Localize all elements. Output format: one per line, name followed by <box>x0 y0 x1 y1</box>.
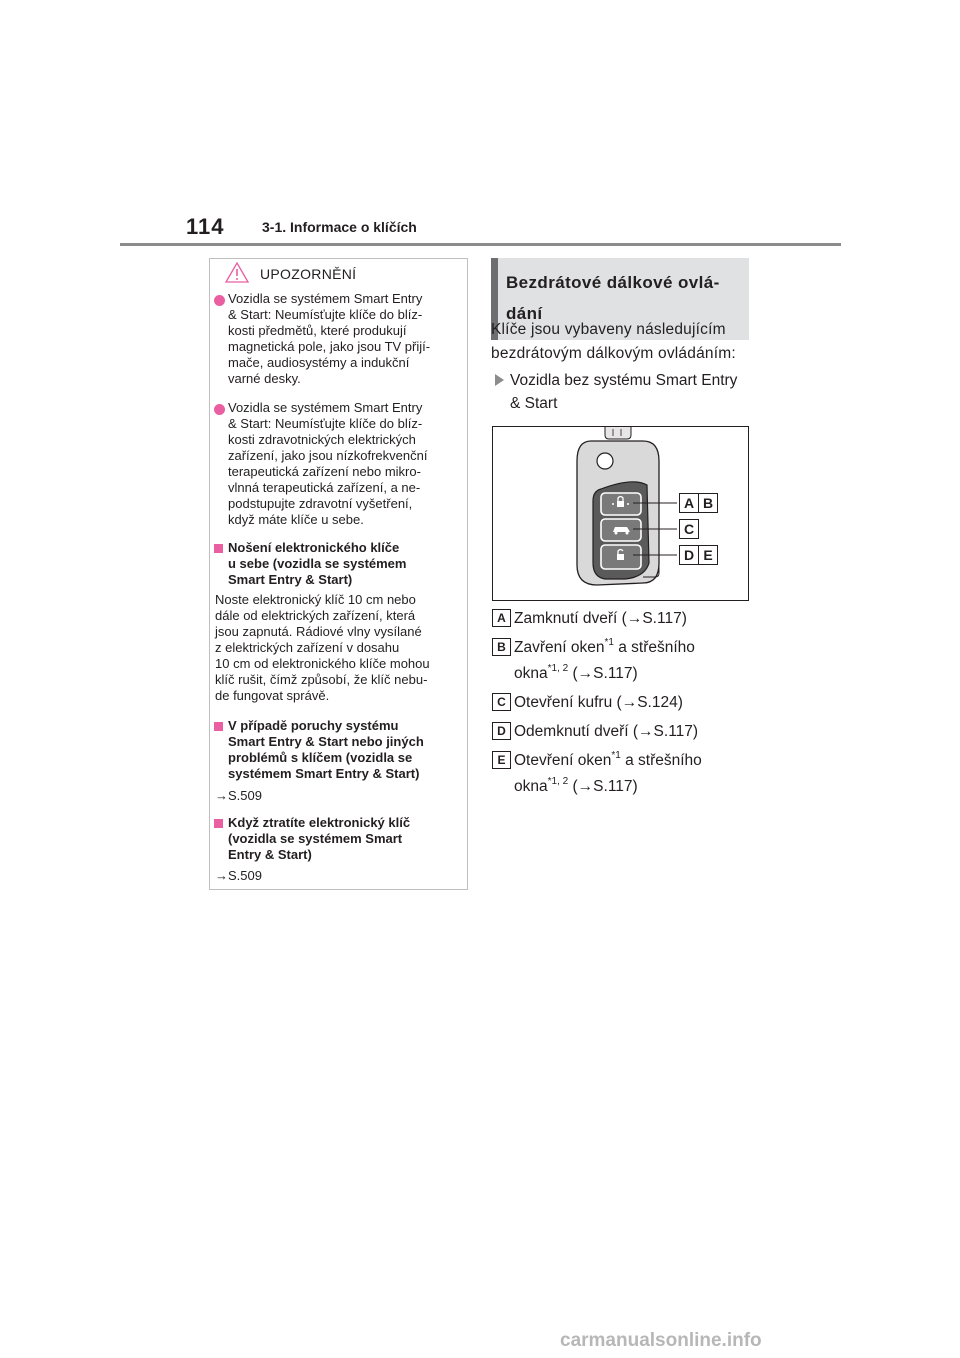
caution-heading-carrying-key: Nošení elektronického klíče u sebe (vozidla se systémem Smart Entry & Start) <box>228 540 407 587</box>
caution-bullet-2: Vozidla se systémem Smart Entry & Start: Neumísťujte klíče do blíz- kosti zdravotnických elektrických zařízení, jako jsou nízkofrekvenční terapeutická zařízení nebo mikro- vlnná terapeutická zařízení, a ne- podstupujte zdravotní vyšetření, když máte klíče u sebe. <box>228 400 428 527</box>
page-number: 114 <box>186 214 225 239</box>
legend-letter: D <box>492 722 511 740</box>
page-reference-link[interactable]: →S.509 <box>215 788 262 803</box>
figure-label-a: A <box>679 493 699 513</box>
bullet-square-icon <box>214 544 223 553</box>
figure-label-c: C <box>679 519 699 539</box>
intro-text: Klíče jsou vybaveny následujícím bezdrátovým dálkovým ovládáním: <box>491 321 736 362</box>
caution-box <box>209 258 468 890</box>
section-heading-line: dání <box>506 304 543 323</box>
watermark: carmanualsonline.info <box>560 1330 762 1351</box>
bullet-circle-icon <box>214 404 225 415</box>
legend-letter: A <box>492 609 511 627</box>
page-reference-link[interactable]: →S.124 <box>621 694 678 711</box>
page-reference-link[interactable]: →S.509 <box>215 868 262 883</box>
triangle-marker-icon <box>495 374 504 386</box>
page-reference-link[interactable]: →S.117 <box>638 723 693 740</box>
key-fob-figure <box>492 426 749 601</box>
warning-triangle-icon <box>225 262 249 283</box>
legend-letter: B <box>492 638 511 656</box>
caution-heading-lost-key: Když ztratíte elektronický klíč (vozidla se systémem Smart Entry & Start) <box>228 815 411 862</box>
bullet-square-icon <box>214 819 223 828</box>
section-heading-line: Bezdrátové dálkové ovlá- <box>506 273 720 292</box>
legend-letter: C <box>492 693 511 711</box>
figure-label-d: D <box>679 545 699 565</box>
section-title: 3-1. Informace o klíčích <box>262 219 417 235</box>
figure-label-b: B <box>698 493 718 513</box>
bullet-square-icon <box>214 722 223 731</box>
page-reference-link[interactable]: (→S.117) <box>568 778 638 795</box>
page-reference-link[interactable]: (→S.117) <box>568 665 638 682</box>
key-fob-illustration <box>493 427 748 600</box>
bullet-circle-icon <box>214 295 225 306</box>
header-rule <box>120 243 841 246</box>
page-reference-link[interactable]: →S.117 <box>626 610 682 627</box>
caution-title: UPOZORNĚNÍ <box>260 266 357 282</box>
figure-label-e: E <box>698 545 718 565</box>
variant-text: Vozidla bez systému Smart Entry & Start <box>510 372 738 412</box>
caution-header <box>210 259 467 285</box>
caution-bullet-1: Vozidla se systémem Smart Entry & Start: Neumísťujte klíče do blíz- kosti předmětů, které produkují magnetická pole, jako jsou TV přijí- mače, audiosystémy a indukční varné desky. <box>228 291 431 386</box>
caution-paragraph-distance: Noste elektronický klíč 10 cm nebo dále od elektrických zařízení, která jsou zapnutá. Rádiové vlny vysílané z elektrických zařízení v dosahu 10 cm od elektronického klíče mohou klíč rušit, čímž způsobí, že klíč nebu- de fungovat správě. <box>215 592 430 703</box>
caution-heading-malfunction: V případě poruchy systému Smart Entry & Start nebo jiných problémů s klíčem (vozidla se systémem Smart Entry & Start) <box>228 718 424 781</box>
legend-letter: E <box>492 751 511 769</box>
